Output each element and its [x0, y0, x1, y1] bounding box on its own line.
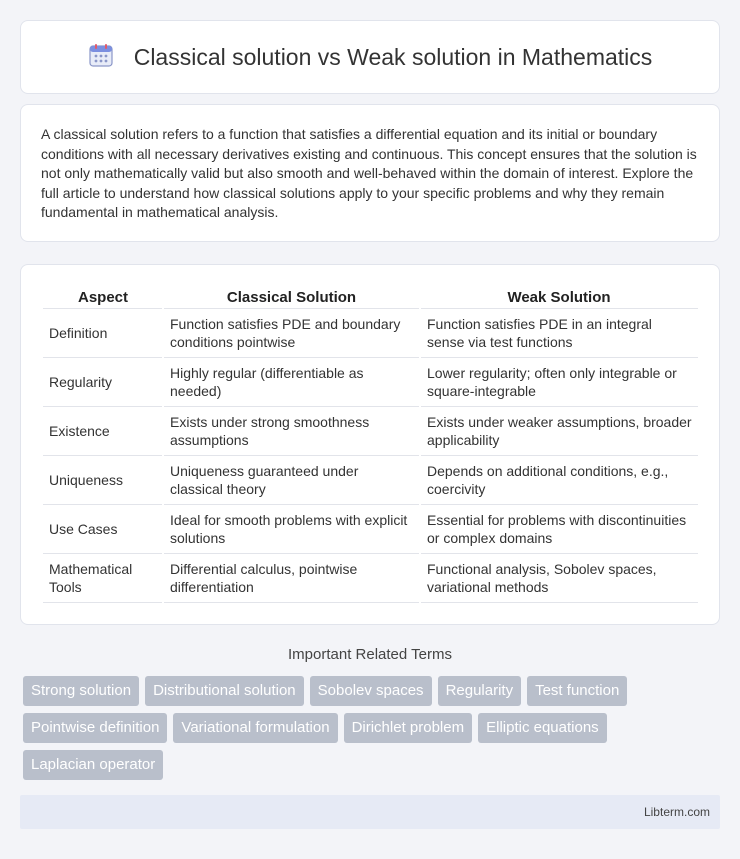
- related-tag[interactable]: Elliptic equations: [478, 713, 607, 743]
- table-row: [43, 456, 698, 505]
- header-aspect: Aspect: [43, 285, 163, 309]
- table-header-row: [43, 285, 698, 309]
- row-weak: Lower regularity; often only integrable or square-integrable: [420, 358, 698, 407]
- row-aspect: Uniqueness: [43, 456, 163, 505]
- row-classical: Uniqueness guaranteed under classical theory: [163, 456, 420, 505]
- intro-text: A classical solution refers to a function that satisfies a differential equation and its initial or boundary conditions with all necessary derivatives existing and continuous. This concept ensures that the solution is not only mathematically valid but also smooth and well-behaved within the domain of interest. Explore the full article to understand how classical solutions apply to your specific problems and why they remain fundamental in mathematical analysis.: [41, 126, 697, 221]
- related-tags: [20, 676, 720, 780]
- row-classical: Exists under strong smoothness assumptions: [163, 407, 420, 456]
- related-tag[interactable]: Laplacian operator: [23, 750, 163, 780]
- header-card: [20, 20, 720, 94]
- table-row: [43, 309, 698, 358]
- comparison-table: [43, 285, 698, 603]
- row-aspect: Existence: [43, 407, 163, 456]
- related-tag[interactable]: Pointwise definition: [23, 713, 167, 743]
- intro-card: [20, 104, 720, 242]
- row-aspect: Use Cases: [43, 505, 163, 554]
- row-weak: Exists under weaker assumptions, broader applicability: [420, 407, 698, 456]
- row-aspect: Mathematical Tools: [43, 554, 163, 603]
- row-weak: Function satisfies PDE in an integral sense via test functions: [420, 309, 698, 358]
- table-row: [43, 358, 698, 407]
- related-tag[interactable]: Variational formulation: [173, 713, 337, 743]
- table-row: [43, 554, 698, 603]
- related-tag[interactable]: Strong solution: [23, 676, 139, 706]
- related-tag[interactable]: Test function: [527, 676, 627, 706]
- row-weak: Essential for problems with discontinuities or complex domains: [420, 505, 698, 554]
- row-classical: Function satisfies PDE and boundary conditions pointwise: [163, 309, 420, 358]
- row-aspect: Regularity: [43, 358, 163, 407]
- footer: [20, 795, 720, 829]
- row-weak: Functional analysis, Sobolev spaces, variational methods: [420, 554, 698, 603]
- header-weak: Weak Solution: [420, 285, 698, 309]
- header-classical: Classical Solution: [163, 285, 420, 309]
- related-terms-title: Important Related Terms: [288, 646, 452, 663]
- row-weak: Depends on additional conditions, e.g., coercivity: [420, 456, 698, 505]
- row-aspect: Definition: [43, 309, 163, 358]
- related-tag[interactable]: Distributional solution: [145, 676, 304, 706]
- table-row: [43, 407, 698, 456]
- related-tag[interactable]: Dirichlet problem: [344, 713, 473, 743]
- row-classical: Highly regular (differentiable as needed): [163, 358, 420, 407]
- table-row: [43, 505, 698, 554]
- row-classical: Differential calculus, pointwise differentiation: [163, 554, 420, 603]
- related-tag[interactable]: Sobolev spaces: [310, 676, 432, 706]
- calendar-icon: [88, 42, 114, 73]
- comparison-card: [20, 264, 720, 625]
- title-wrap: [88, 42, 653, 73]
- related-terms-section: [20, 646, 720, 780]
- page-title: Classical solution vs Weak solution in Mathematics: [133, 43, 653, 70]
- footer-site-link[interactable]: Libterm.com: [643, 805, 710, 819]
- related-tag[interactable]: Regularity: [438, 676, 522, 706]
- row-classical: Ideal for smooth problems with explicit solutions: [163, 505, 420, 554]
